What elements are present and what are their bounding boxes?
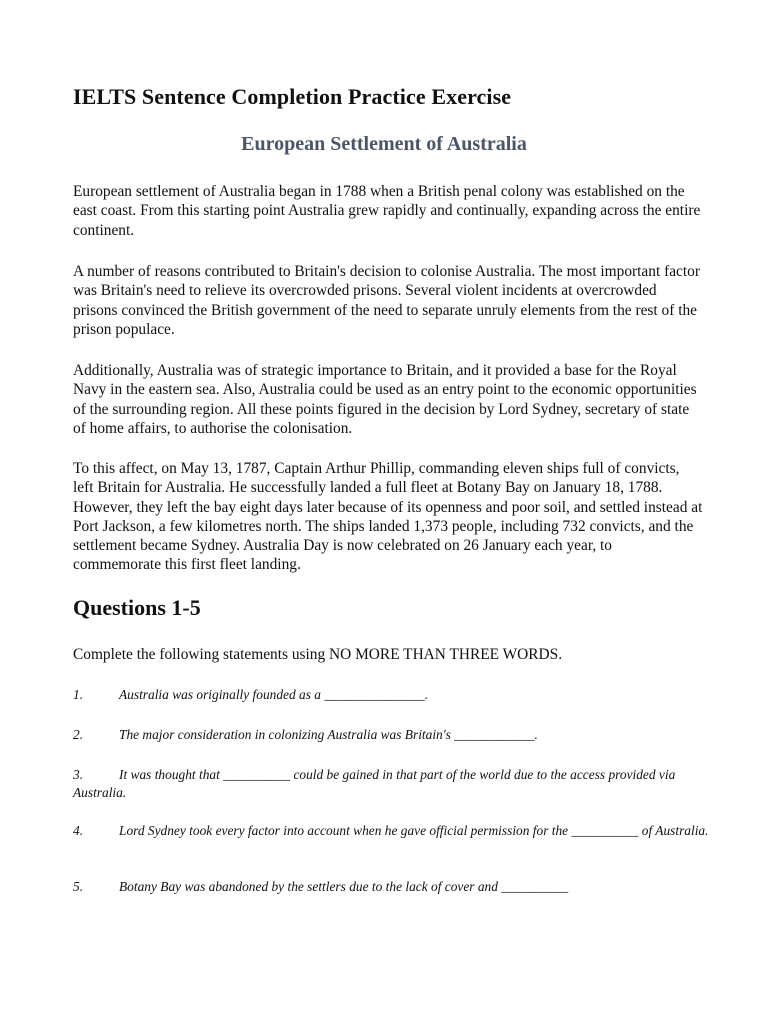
instructions: Complete the following statements using NO MORE THAN THREE WORDS. xyxy=(73,646,563,663)
paragraph-3: Additionally, Australia was of strategic importance to Britain, and it provided a base for the Royal Navy in the eastern sea. Also, Australia could be used as an entry point to the economic opportunities of the surrounding region. All these points figured in the decision by Lord Sydney, secretary of state of home affairs, to authorise the colonisation. xyxy=(73,362,697,437)
question-3 xyxy=(73,766,713,801)
question-text: Botany Bay was abandoned by the settlers due to the lack of cover and __________ xyxy=(119,879,569,894)
question-4 xyxy=(73,822,713,840)
question-number: 1. xyxy=(73,687,84,702)
question-2 xyxy=(73,726,713,744)
question-5 xyxy=(73,878,713,896)
passage-subtitle-text: European Settlement of Australia xyxy=(241,133,527,155)
questions-heading: Questions 1-5 xyxy=(73,595,201,620)
question-text: The major consideration in colonizing Australia was Britain's ____________. xyxy=(119,727,538,742)
question-text: Australia was originally founded as a _______________. xyxy=(119,687,429,702)
question-number: 2. xyxy=(73,727,84,742)
question-text: Lord Sydney took every factor into account when he gave official permission for the __________ of Australia. xyxy=(119,823,709,838)
question-1 xyxy=(73,686,713,704)
question-number: 3. xyxy=(73,767,84,782)
passage-subtitle xyxy=(0,133,768,156)
page-title: IELTS Sentence Completion Practice Exercise xyxy=(73,84,512,109)
question-number: 5. xyxy=(73,879,84,894)
question-number: 4. xyxy=(73,823,84,838)
paragraph-4: To this affect, on May 13, 1787, Captain Arthur Phillip, commanding eleven ships full of convicts, left Britain for Australia. He successfully landed a full fleet at Botany Bay on January 18, 1788. However, they left the bay eight days later because of its openness and poor soil, and settled instead at Port Jackson, a few kilometres north. The ships landed 1,373 people, including 732 convicts, and the settlement became Sydney. Australia Day is now celebrated on 26 January each year, to commemorate this first fleet landing. xyxy=(73,460,703,574)
question-text: It was thought that __________ could be gained in that part of the world due to the access provided via Australia. xyxy=(73,767,676,800)
paragraph-2: A number of reasons contributed to Britain's decision to colonise Australia. The most important factor was Britain's need to relieve its overcrowded prisons. Several violent incidents at overcrowded prisons convinced the British government of the need to separate unruly elements from the rest of the prison populace. xyxy=(73,263,700,338)
paragraph-1: European settlement of Australia began in 1788 when a British penal colony was established on the east coast. From this starting point Australia grew rapidly and continually, expanding across the entire continent. xyxy=(73,183,701,239)
